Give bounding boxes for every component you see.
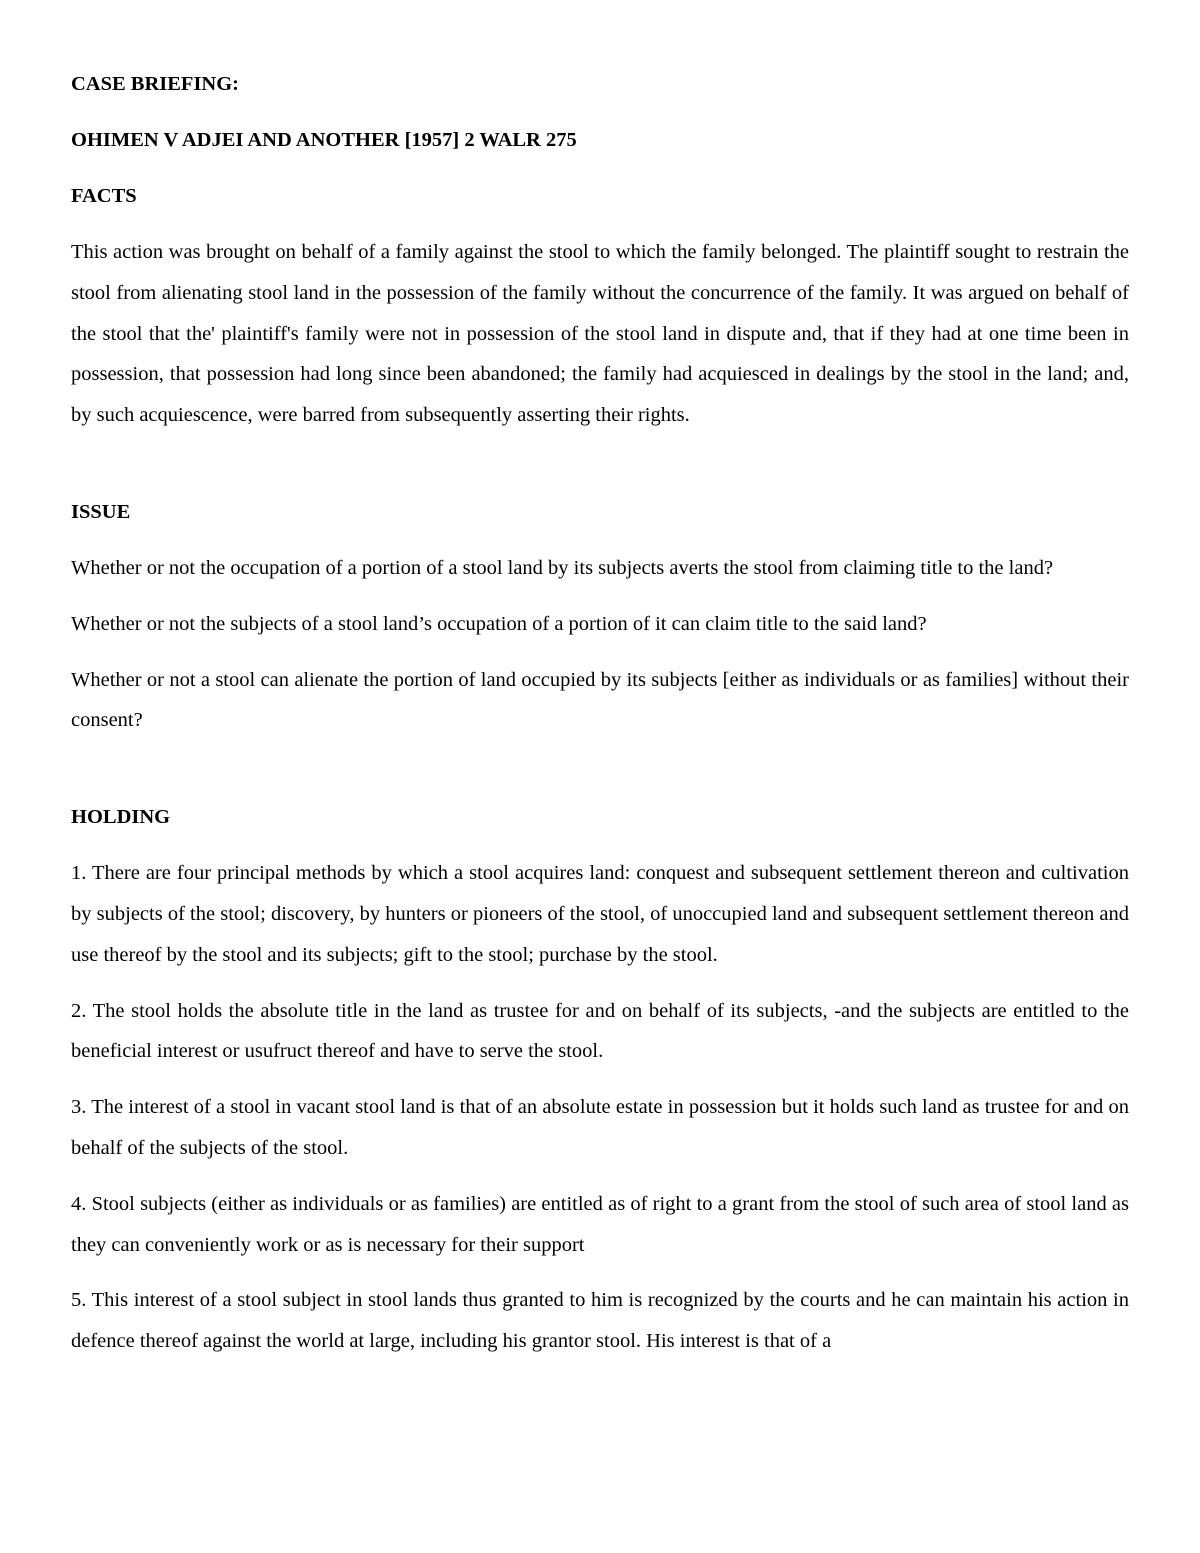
issue-heading: ISSUE bbox=[71, 500, 131, 523]
holding-item: 5. This interest of a stool subject in stool lands thus granted to him is recognized by the courts and he can maintain his action in defence thereof against the world at large, including his grantor stool. His interest is that of a bbox=[71, 1289, 1129, 1353]
holding-section bbox=[71, 853, 1129, 1362]
holding-item: 2. The stool holds the absolute title in the land as trustee for and on behalf of its subjects, -and the subjects are entitled to the beneficial interest or usufruct thereof and have to serve the stool. bbox=[71, 999, 1129, 1063]
issue-section bbox=[71, 548, 1129, 741]
holding-item: 3. The interest of a stool in vacant stool land is that of an absolute estate in possession but it holds such land as trustee for and on behalf of the subjects of the stool. bbox=[71, 1096, 1129, 1159]
holding-item: 1. There are four principal methods by which a stool acquires land: conquest and subsequent settlement thereon and cultivation by subjects of the stool; discovery, by hunters or pioneers of the stool, of unoccupied land and subsequent settlement thereon and use thereof by the stool and its subjects; gift to the stool; purchase by the stool. bbox=[71, 862, 1129, 966]
document-page bbox=[71, 64, 1129, 1362]
facts-paragraph: This action was brought on behalf of a family against the stool to which the family belonged. The plaintiff sought to restrain the stool from alienating stool land in the possession of the family without the concurrence of the family. It was argued on behalf of the stool that the' plaintiff's family were not in possession of the stool land in dispute and, that if they had at one time been in possession, that possession had long since been abandoned; the family had acquiesced in dealings by the stool in the land; and, by such acquiescence, were barred from subsequently asserting their rights. bbox=[71, 241, 1129, 427]
holding-heading: HOLDING bbox=[71, 806, 171, 829]
issue-item: Whether or not a stool can alienate the portion of land occupied by its subjects [either as individuals or as families] without their consent? bbox=[71, 668, 1129, 732]
issue-item: Whether or not the subjects of a stool land’s occupation of a portion of it can claim title to the said land? bbox=[71, 612, 927, 635]
holding-item: 4. Stool subjects (either as individuals or as families) are entitled as of right to a grant from the stool of such area of stool land as they can conveniently work or as is necessary for their support bbox=[71, 1192, 1129, 1256]
document-title: CASE BRIEFING: bbox=[71, 73, 240, 95]
facts-section bbox=[71, 232, 1129, 436]
issue-item: Whether or not the occupation of a portion of a stool land by its subjects averts the stool from claiming title to the land? bbox=[71, 556, 1054, 579]
facts-heading: FACTS bbox=[71, 185, 137, 207]
case-citation: OHIMEN V ADJEI AND ANOTHER [1957] 2 WALR 275 bbox=[71, 129, 577, 151]
